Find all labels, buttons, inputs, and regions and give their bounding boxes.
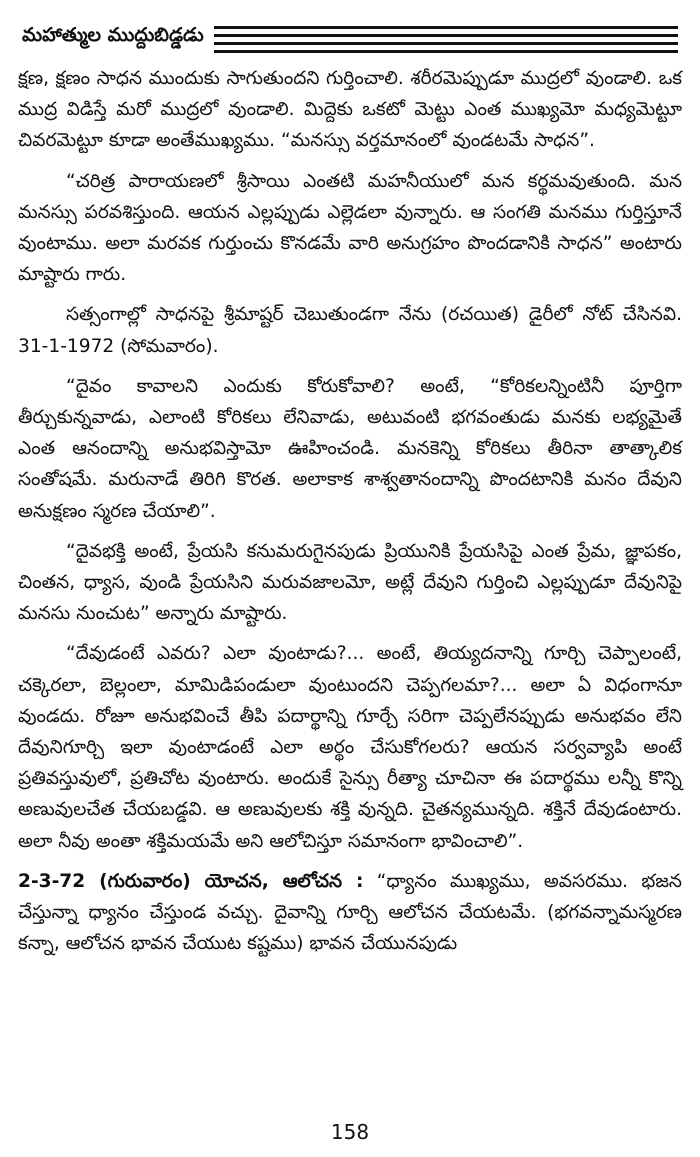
paragraph: “దైవభక్తి అంటే, ప్రేయసి కనుమరుగైనపుడు ప్రియునికి ప్రేయసిపై ఎంత ప్రేమ, జ్ఞాపకం, చింతన, ధ్యాస, వుండి ప్రేయసిని మరువజాలమో, అట్లే దేవుని గుర్తించి ఎల్లప్పుడూ దేవునిపై మనసు నుంచుట” అన్నారు మాష్టారు. [18,540,682,625]
header-rule [214,42,678,45]
date-heading: 2-3-72 (గురువారం) యోచన, ఆలోచన : [18,870,364,892]
paragraph: “దైవం కావాలని ఎందుకు కోరుకోవాలి? అంటే, “కోరికలన్నింటినీ పూర్తిగా తీర్చుకున్నవాడు, ఎలాంటి కోరికలు లేనివాడు, అటువంటి భగవంతుడు మనకు లభ్యమైతే ఎంత ఆనందాన్ని అనుభవిస్తామో ఊహించండి. మనకెన్ని కోరికలు తీరినా తాత్కాలిక సంతోషమే. మరునాడే తిరిగి కొరత. అలాకాక శాశ్వతానందాన్ని పొందటానికి మనం దేవుని అనుక్షణం స్మరణ చేయాలి”. [18,375,682,522]
paragraph: “దేవుడంటే ఎవరు? ఎలా వుంటాడు?... అంటే, తియ్యదనాన్ని గూర్చి చెప్పాలంటే, చక్కెరలా, బెల్లంలా, మామిడిపండులా వుంటుందని చెప్పగలమా?... అలా ఏ విధంగానూ వుండదు. రోజూ అనుభవించే తీపి పదార్థాన్ని గూర్చే సరిగా చెప్పలేనప్పుడు అనుభవం లేని దేవునిగూర్చి ఇలా వుంటాడంటే ఎలా అర్థం చేసుకోగలరు? ఆయన సర్వవ్యాపి అంటే ప్రతివస్తువులో, ప్రతిచోట వుంటారు. అందుకే సైన్సు రీత్యా చూచినా ఈ పదార్థము లన్నీ కొన్ని అణువులచేత చేయబడ్డవి. ఆ అణువులకు శక్తి వున్నది. చైతన్యమున్నది. శక్తినే దేవుడంటారు. అలా నీవు అంతా శక్తిమయమే అని ఆలోచిస్తూ సమానంగా భావించాలి”. [18,643,682,852]
header-title: మహాత్ముల ముద్దుబిడ్డడు [22,24,204,46]
header-rule [214,34,678,37]
paragraph: క్షణ, క్షణం సాధన ముందుకు సాగుతుందని గుర్తించాలి. శరీరమెప్పుడూ ముద్రలో వుండాలి. ఒక ముద్ర విడిస్తే మరో ముద్రలో వుండాలి. మిద్దెకు ఒకటో మెట్టు ఎంత ముఖ్యమో మధ్యమెట్టూ చివరమెట్టూ కూడా అంతేముఖ్యము. “మనస్సు వర్తమానంలో వుండటమే సాధన”. [18,68,682,152]
body-text [18,63,682,959]
paragraph-text: “ధ్యానం ముఖ్యము, అవసరము. భజన చేస్తున్నా ధ్యానం చేస్తుండ వచ్చు. దైవాన్ని గూర్చి ఆలోచన చేయటమే. (భగవన్నామస్మరణ కన్నా, ఆలోచన భావన చేయుట కష్టము) భావన చేయునపుడు [18,870,682,955]
header-rule [214,50,678,53]
page-number: 158 [330,1120,370,1144]
header-rule [214,26,678,29]
paragraph: సత్సంగాల్లో సాధనపై శ్రీమాష్టర్ చెబుతుండగా నేను (రచయిత) డైరీలో నోట్ చేసినవి. 31-1-1972 (సోమవారం). [18,304,682,357]
paragraph [18,866,682,960]
running-header [0,18,700,58]
paragraph: “చరిత్ర పారాయణలో శ్రీసాయి ఎంతటి మహనీయులో మన కర్థమవుతుంది. మన మనస్సు పరవశిస్తుంది. ఆయన ఎల్లప్పుడు ఎల్లెడలా వున్నారు. ఆ సంగతి మనము గుర్తిస్తూనే వుంటాము. అలా మరవక గుర్తుంచు కొనడమే వారి అనుగ్రహం పొందడానికి సాధన” అంటారు మాష్టారు గారు. [18,170,682,286]
